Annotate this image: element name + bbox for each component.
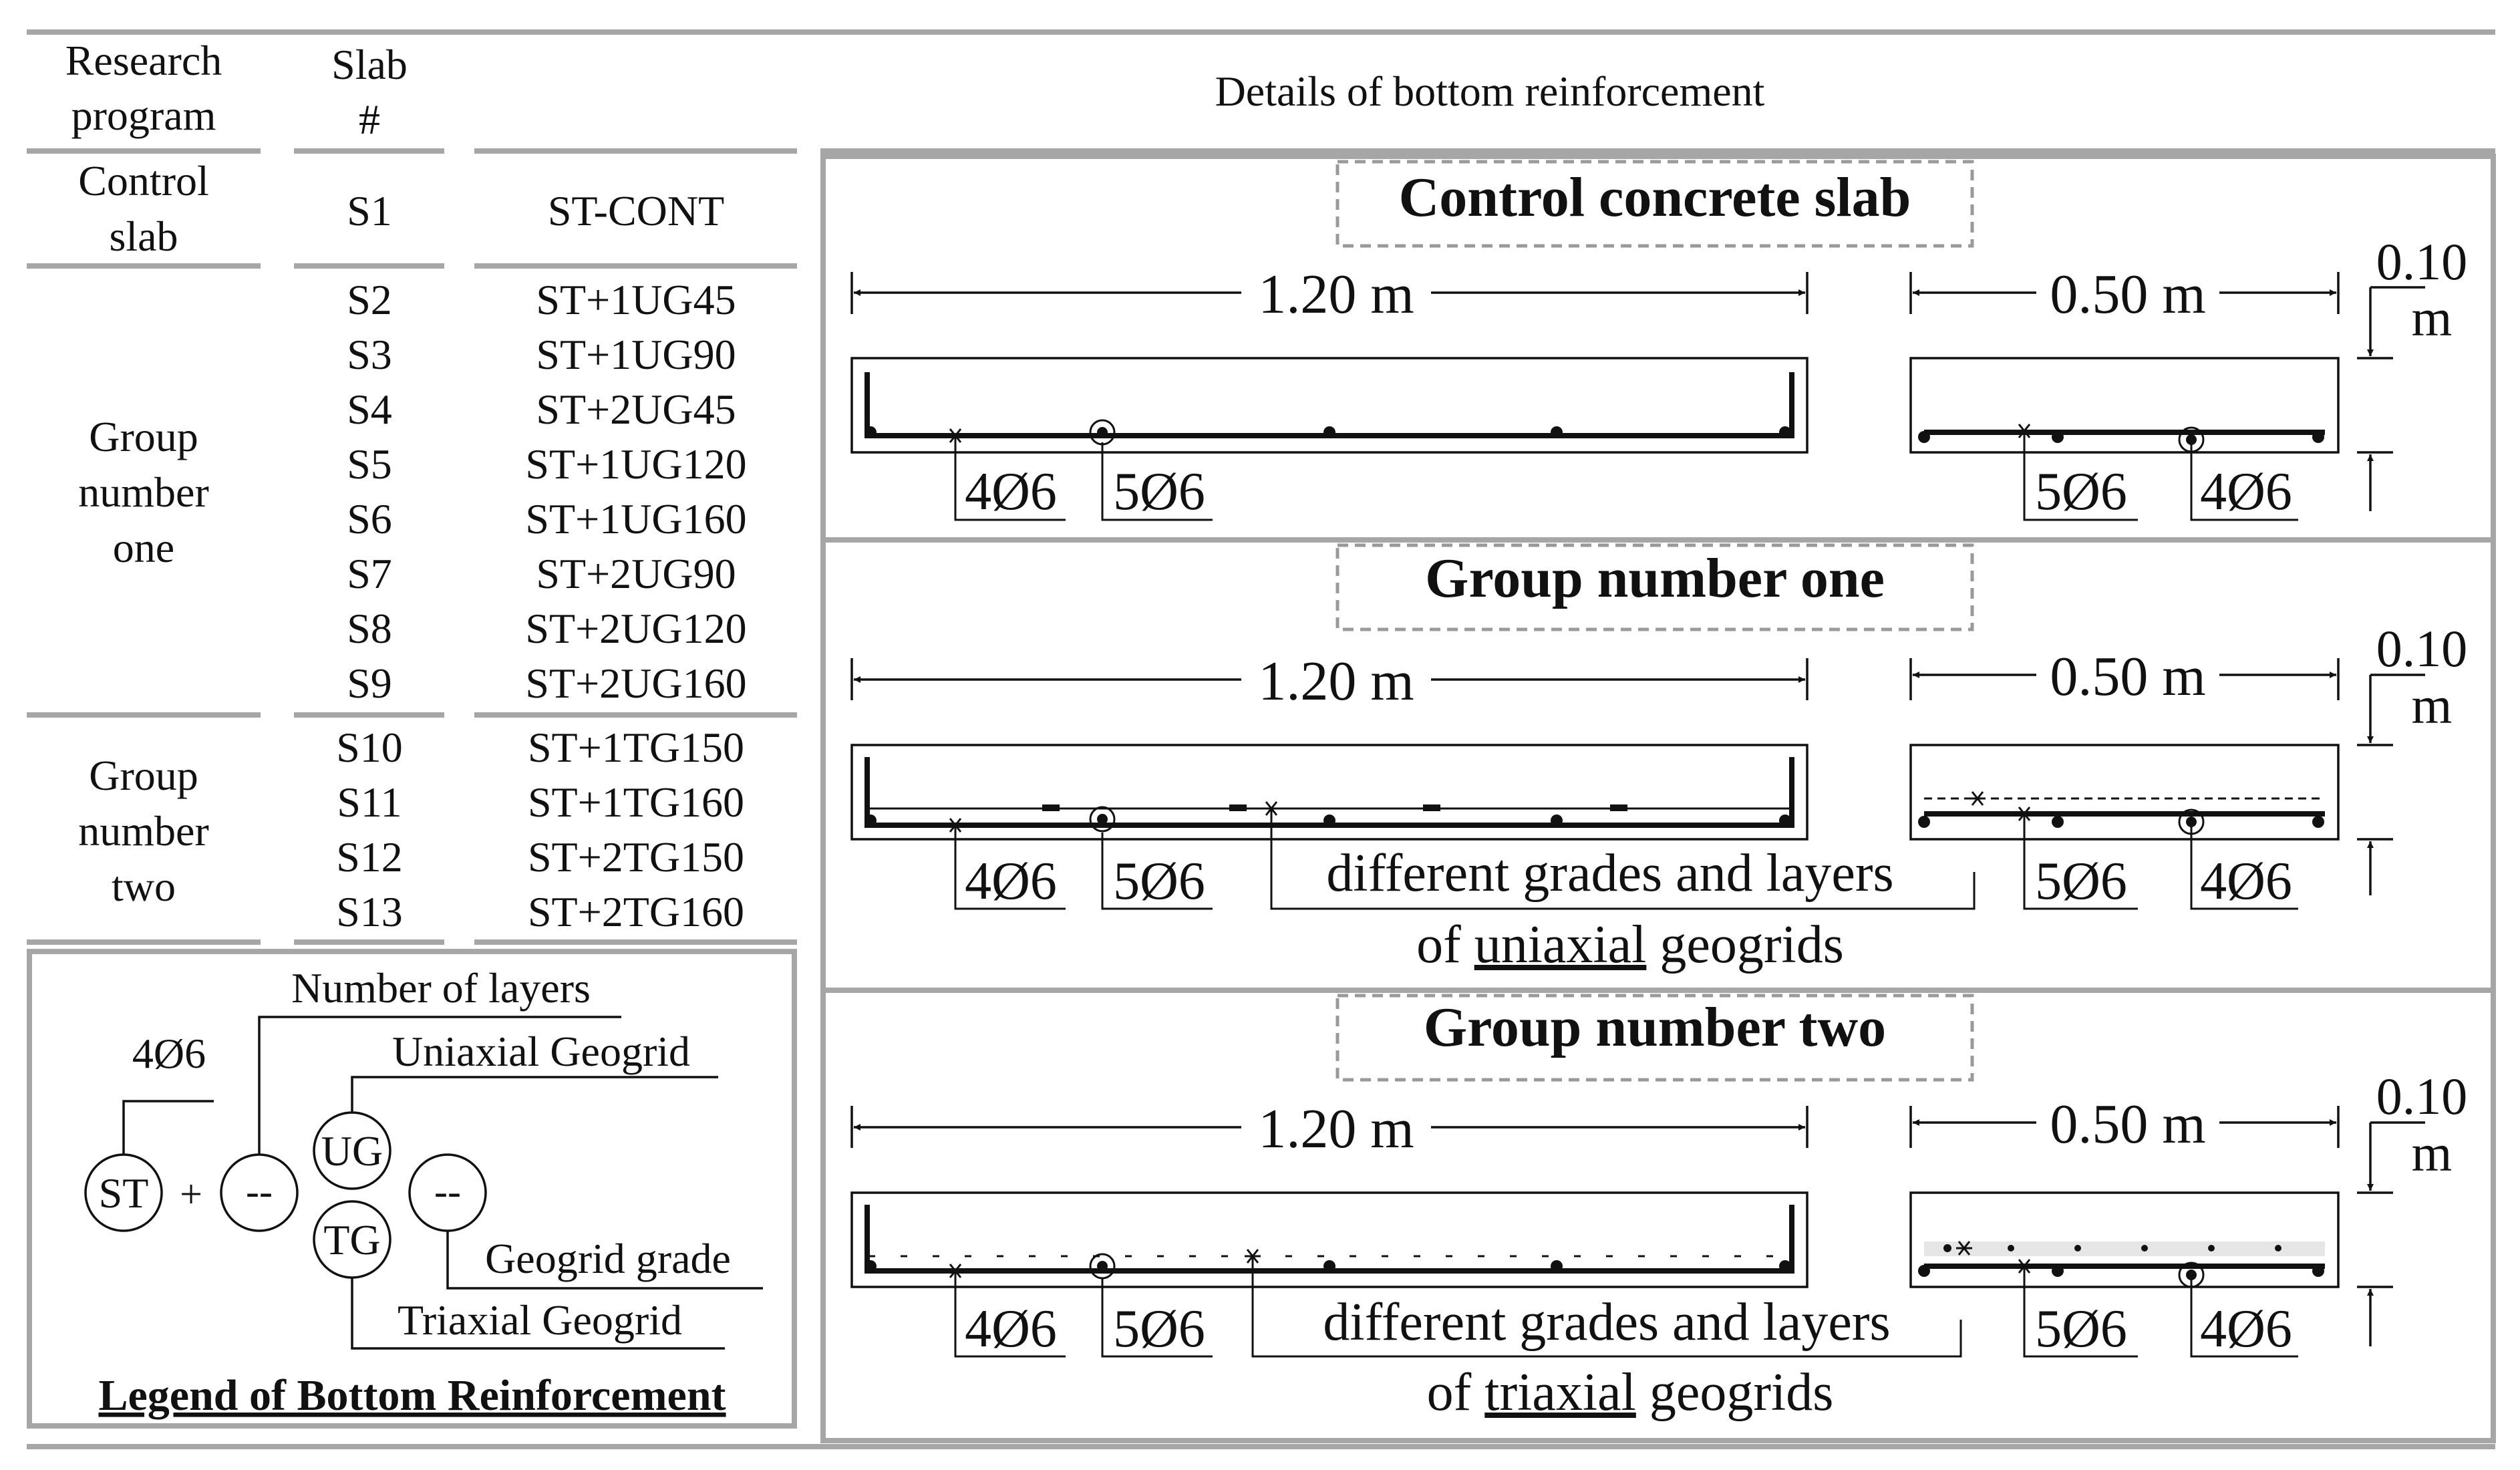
program-group-two-1: Group <box>89 752 198 799</box>
legend-dash-grade: -- <box>434 1169 461 1213</box>
panel-title: Group number one <box>1425 547 1885 609</box>
dim-long: 1.20 m <box>1258 650 1414 712</box>
slab-num: S4 <box>347 386 392 433</box>
legend-box <box>29 951 794 1426</box>
bar-label: 5Ø6 <box>2035 462 2127 521</box>
legend-geogrid-grade: Geogrid grade <box>485 1235 731 1282</box>
program-control-1: Control <box>78 157 209 204</box>
dim-thickness: 0.10 <box>2376 1067 2468 1125</box>
bar-label: 4Ø6 <box>2200 1300 2292 1358</box>
program-group-two-3: two <box>112 863 176 910</box>
table-header <box>65 37 1765 143</box>
dim-short: 0.50 m <box>2050 263 2206 325</box>
slab-num: S2 <box>347 276 392 323</box>
dim-short: 0.50 m <box>2050 645 2206 708</box>
geogrid-type: triaxial <box>1484 1363 1636 1422</box>
geogrid-note-2: of triaxial geogrids <box>1426 1363 1834 1422</box>
slab-code: ST+2UG160 <box>525 659 747 707</box>
bar-label: 5Ø6 <box>2035 1300 2127 1358</box>
bar-label: 4Ø6 <box>2200 852 2292 911</box>
slab-code: ST+1TG160 <box>527 778 745 826</box>
legend-title: Legend of Bottom Reinforcement <box>98 1371 726 1420</box>
bar-label: 4Ø6 <box>965 1300 1057 1358</box>
slab-num: S9 <box>347 659 392 707</box>
dim-thickness-unit: m <box>2411 1124 2453 1182</box>
program-control-2: slab <box>109 212 178 260</box>
panel-control <box>852 162 2467 521</box>
slab-code: ST+1UG120 <box>525 440 747 488</box>
table-row-group-one <box>78 276 746 707</box>
legend-st: ST <box>98 1169 149 1217</box>
geogrid-note-2: of uniaxial geogrids <box>1416 915 1844 974</box>
slab-num: S11 <box>337 778 402 826</box>
slab-num: S1 <box>347 187 392 235</box>
slab-num: S8 <box>347 605 392 652</box>
geogrid-type: uniaxial <box>1474 915 1647 974</box>
legend-dash-layers: -- <box>246 1169 273 1213</box>
dim-thickness-unit: m <box>2411 289 2453 347</box>
dim-long: 1.20 m <box>1258 1098 1414 1160</box>
header-slab-hash: # <box>359 96 380 143</box>
group-one-slabs <box>347 276 746 707</box>
header-slab: Slab <box>331 41 408 88</box>
program-group-two-2: number <box>78 807 209 855</box>
slab-code: ST+1UG90 <box>536 331 736 378</box>
slab-num: S6 <box>347 495 392 543</box>
legend-plus: + <box>180 1172 202 1216</box>
slab-num: S7 <box>347 550 392 597</box>
slab-code: ST+1UG160 <box>525 495 747 543</box>
table-row-control <box>78 157 724 260</box>
legend-bar: 4Ø6 <box>132 1030 206 1077</box>
program-group-one-2: number <box>78 468 209 516</box>
header-program: program <box>71 92 216 139</box>
dim-thickness: 0.10 <box>2376 233 2468 291</box>
bar-label: 4Ø6 <box>965 852 1057 911</box>
legend-number-of-layers: Number of layers <box>291 964 591 1012</box>
slab-num: S3 <box>347 331 392 378</box>
slab-code: ST-CONT <box>547 187 725 235</box>
slab-num: S13 <box>336 888 403 935</box>
slab-num: S5 <box>347 440 392 488</box>
program-group-one-1: Group <box>89 413 198 460</box>
slab-code: ST+2UG90 <box>536 550 736 597</box>
program-group-one-3: one <box>112 524 175 571</box>
slab-code: ST+1TG150 <box>527 724 745 771</box>
slab-code: ST+2UG120 <box>525 605 747 652</box>
slab-num: S10 <box>336 724 403 771</box>
table-row-group-two <box>78 724 744 935</box>
panel-group-one <box>852 545 2467 974</box>
slab-code: ST+2TG150 <box>527 833 745 881</box>
panel-title: Control concrete slab <box>1398 166 1911 229</box>
legend-ug: UG <box>321 1127 383 1175</box>
geogrid-note: different grades and layers <box>1326 844 1894 903</box>
slab-code: ST+1UG45 <box>536 276 736 323</box>
header-details: Details of bottom reinforcement <box>1215 67 1765 115</box>
dim-short: 0.50 m <box>2050 1093 2206 1155</box>
dim-thickness: 0.10 <box>2376 619 2468 678</box>
panel-group-two <box>852 996 2467 1422</box>
bar-label: 5Ø6 <box>1113 852 1205 911</box>
slab-num: S12 <box>336 833 403 881</box>
bar-label: 5Ø6 <box>1113 462 1205 521</box>
dim-long: 1.20 m <box>1258 263 1414 325</box>
dim-thickness-unit: m <box>2411 676 2453 734</box>
legend-tg: TG <box>323 1216 381 1264</box>
slab-code: ST+2UG45 <box>536 386 736 433</box>
header-research: Research <box>65 37 222 84</box>
legend-triaxial: Triaxial Geogrid <box>397 1296 683 1344</box>
bar-label: 4Ø6 <box>2200 462 2292 521</box>
group-two-slabs <box>336 724 744 935</box>
legend-uniaxial: Uniaxial Geogrid <box>391 1028 691 1075</box>
panel-title: Group number two <box>1423 996 1887 1058</box>
geogrid-note: different grades and layers <box>1323 1293 1891 1352</box>
slab-code: ST+2TG160 <box>527 888 745 935</box>
bar-label: 4Ø6 <box>965 462 1057 521</box>
bar-label: 5Ø6 <box>1113 1300 1205 1358</box>
bar-label: 5Ø6 <box>2035 852 2127 911</box>
